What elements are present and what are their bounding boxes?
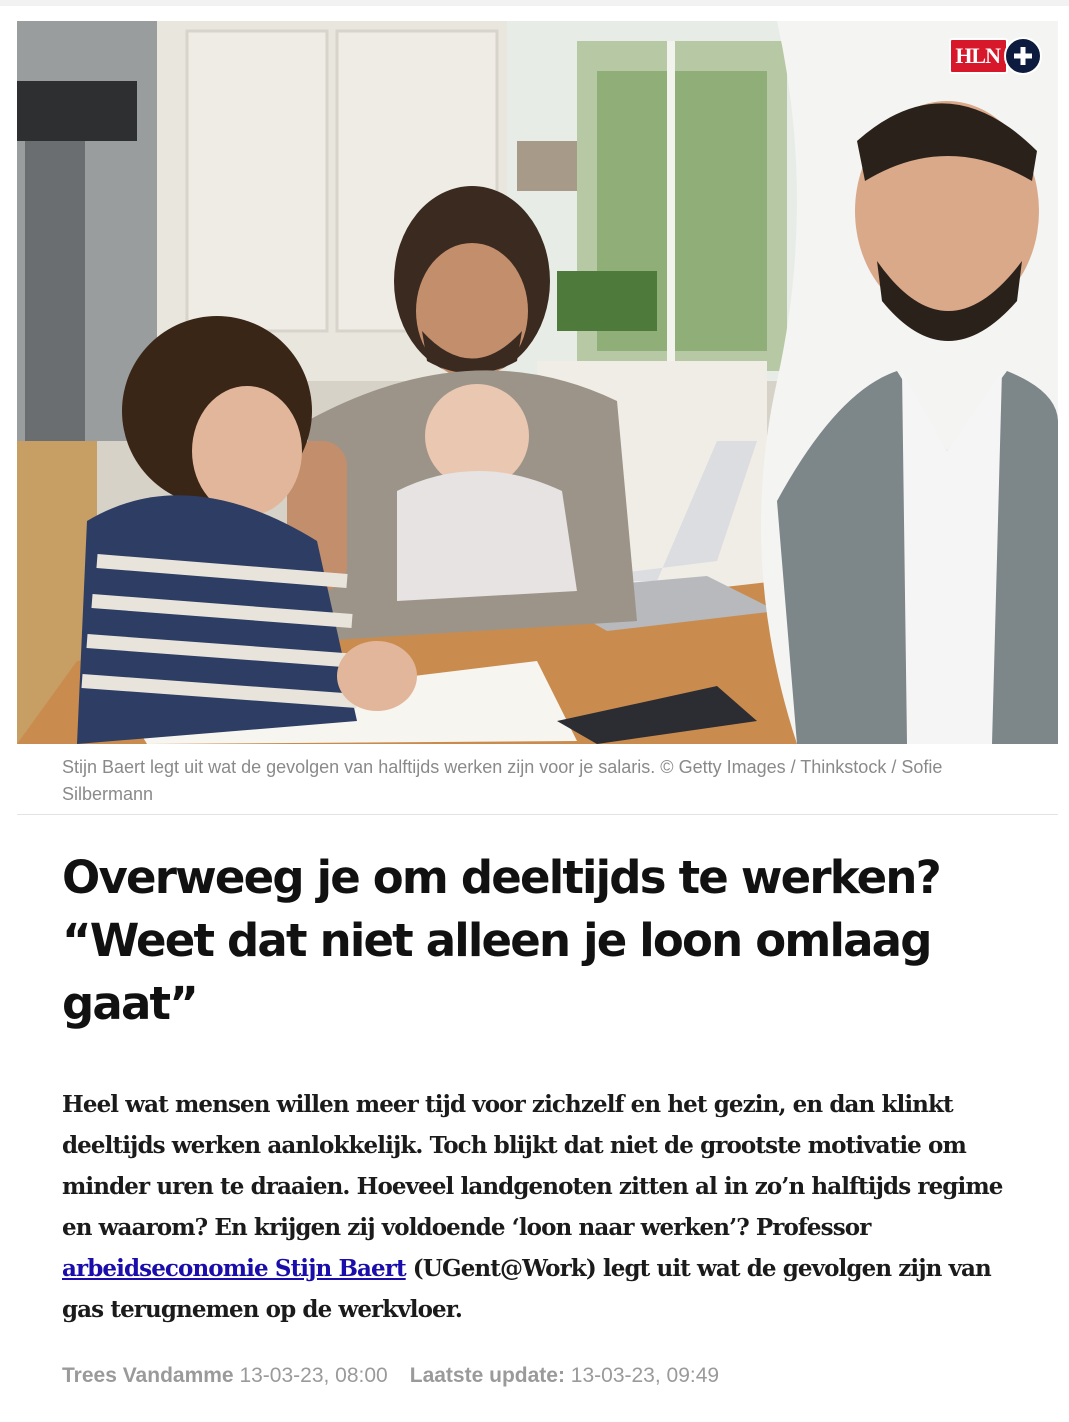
image-caption: Stijn Baert legt uit wat de gevolgen van halftijds werken zijn voor je salaris. © Getty Images / Thinkstock / Sofie Silbermann: [62, 757, 943, 804]
divider: [17, 814, 1058, 815]
published-date: 13-03-23, 08:00: [239, 1364, 388, 1387]
update-label: Laatste update:: [409, 1364, 565, 1387]
hero-image[interactable]: [17, 21, 1058, 744]
updated-date: 13-03-23, 09:49: [570, 1364, 720, 1387]
article-headline: Overweeg je om deeltijds te werken? “Weet dat niet alleen je loon omlaag gaat”: [62, 851, 940, 1030]
intro-text-end: (UGent@Work) legt uit wat de gevolgen zijn van gas terugnemen op de werkvloer.: [62, 1255, 991, 1323]
intro-text-start: Heel wat mensen willen meer tijd voor zichzelf en het gezin, en dan klinkt deeltijds werken aanlokkelijk. Toch blijkt dat niet de grootste motivatie om minder uren te draaien. Hoeveel landgenoten zitten al in zo’n halftijds regime en waarom? En krijgen zij voldoende ‘loon naar werken’? Professor: [62, 1091, 1003, 1241]
top-border: [0, 0, 1069, 6]
author-profile-link[interactable]: arbeidseconomie Stijn Baert: [62, 1255, 406, 1282]
plus-icon: [1004, 37, 1042, 75]
article-intro: [62, 1084, 1012, 1330]
hln-plus-logo[interactable]: [949, 37, 1042, 75]
hln-logo-text: HLN: [949, 38, 1008, 74]
author-name[interactable]: Trees Vandamme: [62, 1364, 234, 1387]
hero-photo: [17, 21, 1058, 744]
article-byline: [62, 1364, 719, 1388]
